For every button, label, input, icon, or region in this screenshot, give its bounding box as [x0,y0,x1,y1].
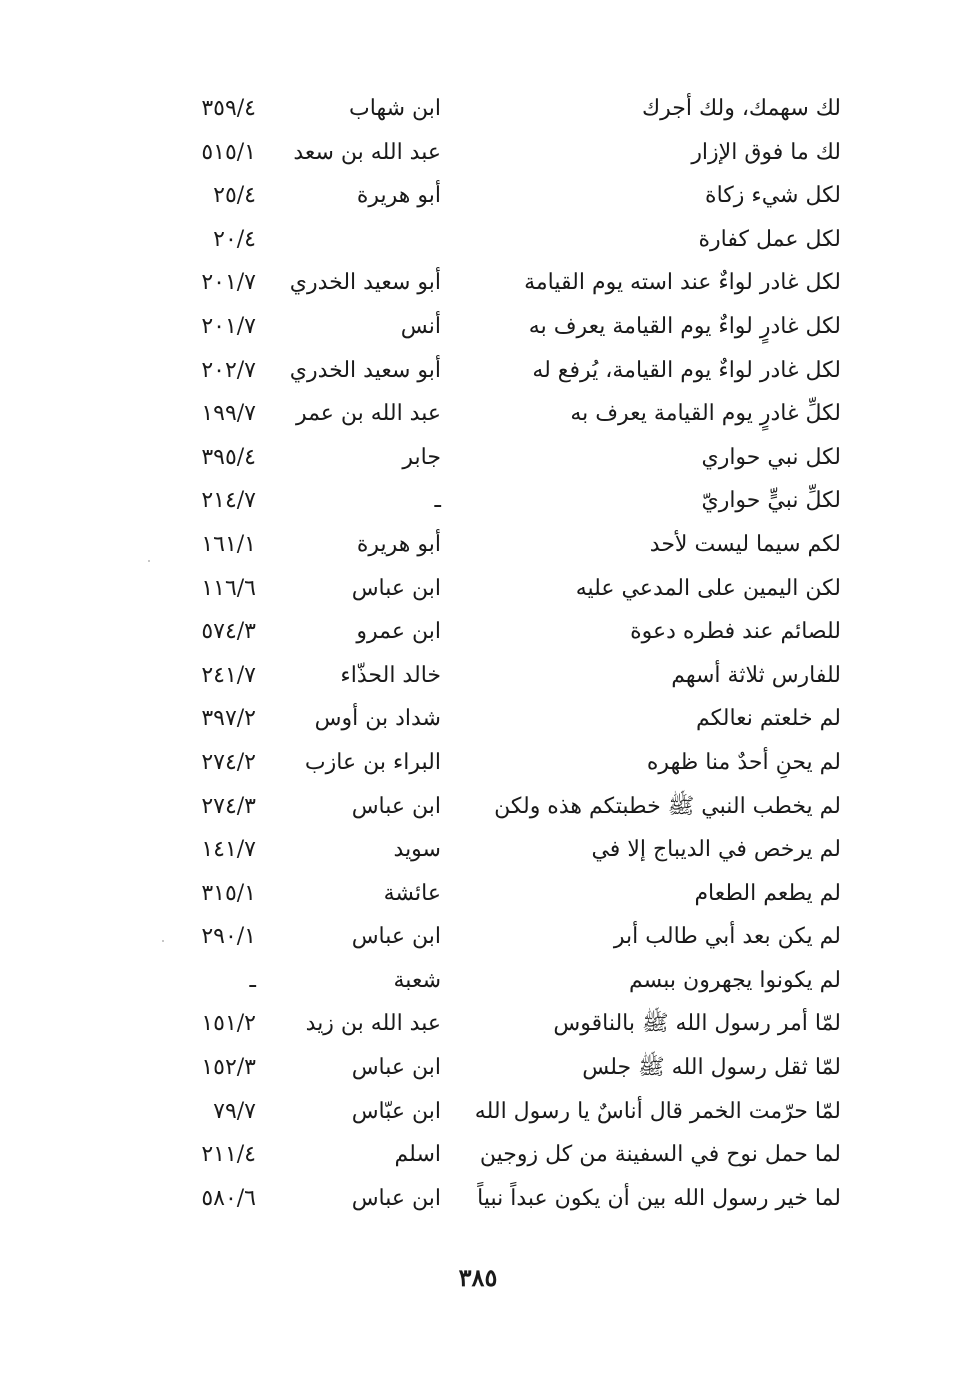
page-number: ٣٨٥ [458,1263,498,1292]
hadith-text: لكن اليمين على المدعي عليه [575,575,841,601]
table-row [0,480,956,524]
narrator-name: ـ [434,488,441,514]
narrator-name: أنس [400,313,441,339]
table-row [0,1003,956,1047]
table-row [0,1047,956,1091]
table-row [0,219,956,263]
hadith-text: لكل غادرٍ لواءٌ يوم القيامة يعرف به [528,313,841,339]
hadith-text: لك سهمك، ولك أجرك [641,96,841,121]
volume-page-ref: ٥٧٤/٣ [201,619,256,645]
narrator-name: ابن عباس [351,1055,441,1081]
volume-page-ref: ١٥٢/٣ [201,1055,256,1081]
hadith-text: لم خلعتم نعالكم [695,706,841,732]
scan-speck [162,940,164,942]
hadith-text: لم يكن بعد أبي طالب أبر [613,924,841,950]
table-row [0,1178,956,1222]
hadith-text: لكل عمل كفارة [698,226,841,252]
volume-page-ref: ٧٩/٧ [213,1098,256,1124]
narrator-name: عائشة [383,880,441,906]
volume-page-ref: ١٤١/٧ [201,837,256,863]
volume-page-ref: ٢٠١/٧ [201,270,256,296]
volume-page-ref: ٢١١/٤ [201,1142,256,1168]
narrator-name: شداد بن أوس [314,706,441,732]
table-row [0,655,956,699]
table-row [0,873,956,917]
narrator-name: عبد الله بن عمر [295,401,441,427]
table-row [0,88,956,132]
hadith-text: لمّا أمر رسول الله ﷺ بالناقوس [553,1011,841,1037]
volume-page-ref: ١٥١/٢ [201,1011,256,1037]
hadith-text: لكم سيما ليست لأحد [649,531,841,557]
hadith-text: لكل نبي حواري [701,444,841,470]
hadith-text: لكل غادر لواءٌ عند استه يوم القيامة [524,270,841,296]
volume-page-ref: ٣٩٧/٢ [201,706,256,732]
table-row [0,393,956,437]
narrator-name: ابن عباس [351,1185,441,1211]
volume-page-ref: ٢٧٤/٣ [201,793,256,819]
volume-page-ref: ٢٠٢/٧ [201,357,256,383]
volume-page-ref: ٣٩٥/٤ [201,444,256,470]
narrator-name: أبو هريرة [356,183,441,209]
table-row [0,698,956,742]
hadith-text: لم يحنِ أحدٌ منا ظهره [646,749,841,775]
volume-page-ref: ١٩٩/٧ [201,401,256,427]
table-row [0,262,956,306]
volume-page-ref: ٢٤١/٧ [201,662,256,688]
hadith-text: لم يكونوا يجهرون ببسم [629,967,841,993]
narrator-name: شعبة [393,967,441,993]
table-row [0,524,956,568]
hadith-text: لكل غادر لواءٌ يوم القيامة، يُرفع له [532,357,841,383]
narrator-name: عبد الله بن زيد [305,1011,441,1037]
volume-page-ref: ٥١٥/١ [201,139,256,165]
table-row [0,786,956,830]
volume-page-ref: ١٦١/١ [201,531,256,557]
narrator-name: ابن عمرو [356,619,441,645]
hadith-index-table [0,88,956,1221]
hadith-text: لمّا حرّمت الخمر قال أناسٌ يا رسول الله [474,1098,841,1124]
table-row [0,132,956,176]
table-row [0,1134,956,1178]
hadith-text: لكلِّ غادرٍ يوم القيامة يعرف به [570,401,841,427]
table-row [0,742,956,786]
scan-speck [148,560,150,562]
hadith-text: لمّا ثقل رسول الله ﷺ جلس [582,1055,841,1081]
hadith-text: لم يرخص في الديباج إلا في [591,837,841,863]
hadith-text: لما خير رسول الله بين أن يكون عبداً نبياً [477,1185,841,1211]
volume-page-ref: ـ [249,967,256,993]
volume-page-ref: ٢٠١/٧ [201,313,256,339]
table-row [0,1091,956,1135]
hadith-text: لك ما فوق الإزار [691,139,841,165]
table-row [0,568,956,612]
hadith-text: لم يخطب النبي ﷺ خطبتكم هذه ولكن [494,793,841,819]
table-row [0,829,956,873]
volume-page-ref: ٢٠/٤ [213,226,256,252]
volume-page-ref: ٢١٤/٧ [201,488,256,514]
table-row [0,437,956,481]
narrator-name: أبو سعيد الخدري [289,270,441,296]
narrator-name: ابن عبّاس [351,1098,441,1124]
narrator-name: ابن عباس [351,575,441,601]
volume-page-ref: ١١٦/٦ [201,575,256,601]
table-row [0,306,956,350]
volume-page-ref: ٣١٥/١ [201,880,256,906]
narrator-name: اسلم [394,1142,441,1168]
hadith-text: للفارس ثلاثة أسهم [671,662,841,688]
table-row [0,960,956,1004]
volume-page-ref: ٢٥/٤ [213,183,256,209]
narrator-name: أبو هريرة [356,531,441,557]
hadith-text: لما حمل نوح في السفينة من كل زوجين [479,1142,841,1168]
table-row [0,611,956,655]
volume-page-ref: ٥٨٠/٦ [201,1185,256,1211]
volume-page-ref: ٢٩٠/١ [201,924,256,950]
narrator-name: خالد الحذّاء [340,662,441,688]
narrator-name: جابر [402,444,441,470]
table-row [0,916,956,960]
narrator-name: البراء بن عازب [304,749,441,775]
hadith-text: لكلِّ نبيٍّ حواريّ [701,488,841,514]
hadith-text: لم يطعم الطعام [694,880,841,906]
volume-page-ref: ٢٧٤/٢ [201,749,256,775]
narrator-name: ابن عباس [351,793,441,819]
narrator-name: عبد الله بن سعد [293,139,441,165]
narrator-name: ابن شهاب [349,96,441,121]
volume-page-ref: ٣٥٩/٤ [201,96,256,121]
hadith-text: للصائم عند فطره دعوة [630,619,841,645]
narrator-name: سويد [393,837,441,863]
table-row [0,175,956,219]
table-row [0,350,956,394]
hadith-text: لكل شيء زكاة [705,183,841,209]
narrator-name: ابن عباس [351,924,441,950]
narrator-name: أبو سعيد الخدري [289,357,441,383]
